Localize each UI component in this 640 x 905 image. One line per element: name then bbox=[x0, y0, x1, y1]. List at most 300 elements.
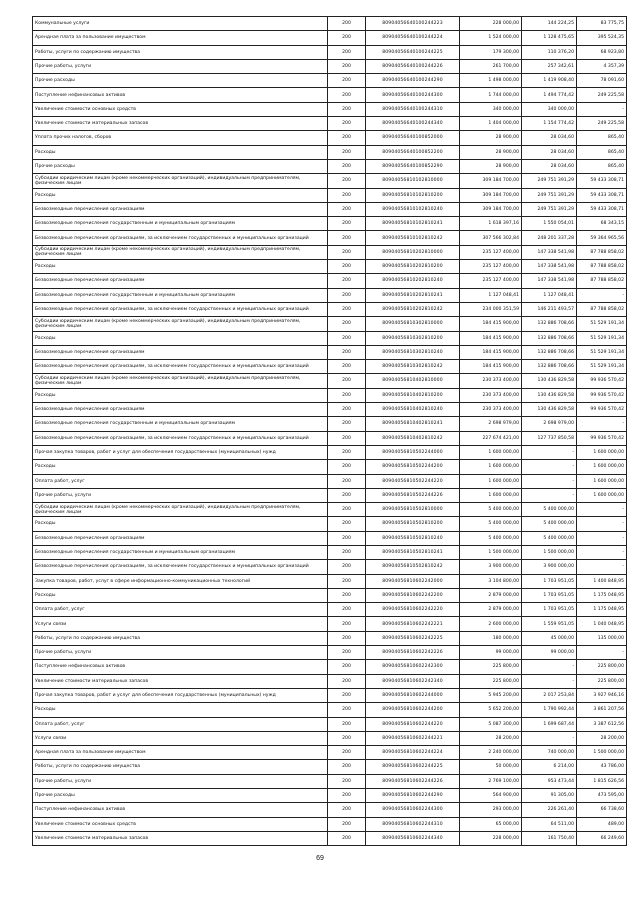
row-name-cell: Прочие работы, услуги bbox=[33, 646, 328, 660]
row-unexecuted-cell: 473 595,00 bbox=[577, 789, 627, 803]
row-unexecuted-cell: 1 600 000,00 bbox=[577, 488, 627, 502]
row-classification-cell: 80904056810302810200 bbox=[366, 331, 460, 345]
row-name-cell: Поступление нефинансовых активов bbox=[33, 660, 328, 674]
row-name-cell: Увеличение стоимости материальных запасов bbox=[33, 674, 328, 688]
row-unexecuted-cell: 83 775,75 bbox=[577, 17, 627, 31]
row-code-cell: 200 bbox=[328, 817, 366, 831]
row-code-cell: 200 bbox=[328, 302, 366, 316]
row-executed-cell: 1 494 774,42 bbox=[522, 88, 577, 102]
table-row bbox=[33, 460, 627, 474]
row-code-cell: 200 bbox=[328, 202, 366, 216]
row-executed-cell: 249 751 391,29 bbox=[522, 188, 577, 202]
row-classification-cell: 80904056640100244290 bbox=[366, 74, 460, 88]
row-name-cell: Увеличение стоимости материальных запасов bbox=[33, 831, 328, 845]
row-code-cell: 200 bbox=[328, 417, 366, 431]
row-unexecuted-cell: 1 600 000,00 bbox=[577, 460, 627, 474]
row-approved-cell: 230 373 400,00 bbox=[460, 388, 522, 402]
row-unexecuted-cell: - bbox=[577, 288, 627, 302]
row-code-cell: 200 bbox=[328, 588, 366, 602]
row-name-cell: Оплата работ, услуг bbox=[33, 603, 328, 617]
row-code-cell: 200 bbox=[328, 703, 366, 717]
row-name-cell: Увеличение стоимости основных средств bbox=[33, 102, 328, 116]
table-row bbox=[33, 760, 627, 774]
row-unexecuted-cell: 865,40 bbox=[577, 131, 627, 145]
row-approved-cell: 340 000,00 bbox=[460, 102, 522, 116]
row-executed-cell: 146 211 493,57 bbox=[522, 302, 577, 316]
row-executed-cell: 1 154 774,42 bbox=[522, 117, 577, 131]
row-code-cell: 200 bbox=[328, 574, 366, 588]
row-executed-cell: - bbox=[522, 488, 577, 502]
row-approved-cell: 1 404 000,00 bbox=[460, 117, 522, 131]
table-row bbox=[33, 545, 627, 559]
row-name-cell: Прочие работы, услуги bbox=[33, 488, 328, 502]
row-unexecuted-cell: 1 040 048,95 bbox=[577, 617, 627, 631]
row-unexecuted-cell: 87 788 858,02 bbox=[577, 302, 627, 316]
row-approved-cell: 261 700,00 bbox=[460, 59, 522, 73]
row-executed-cell: 144 224,25 bbox=[522, 17, 577, 31]
row-unexecuted-cell: 99 936 570,42 bbox=[577, 388, 627, 402]
row-executed-cell: 99 000,00 bbox=[522, 646, 577, 660]
expenditure-table-body bbox=[33, 17, 627, 846]
row-approved-cell: 5 945 200,00 bbox=[460, 688, 522, 702]
row-name-cell: Увеличение стоимости основных средств bbox=[33, 817, 328, 831]
row-name-cell: Коммунальные услуги bbox=[33, 17, 328, 31]
table-row bbox=[33, 588, 627, 602]
row-executed-cell: 28 034,60 bbox=[522, 159, 577, 173]
row-classification-cell: 80904056810602242221 bbox=[366, 617, 460, 631]
table-row bbox=[33, 360, 627, 374]
row-approved-cell: 564 900,00 bbox=[460, 789, 522, 803]
row-classification-cell: 80904056810402810241 bbox=[366, 417, 460, 431]
row-name-cell: Арендная плата за пользование имуществом bbox=[33, 31, 328, 45]
row-approved-cell: 1 127 048,41 bbox=[460, 288, 522, 302]
row-name-cell: Безвозмездные перечисления государственным и муниципальным организациям bbox=[33, 545, 328, 559]
row-approved-cell: 1 600 000,00 bbox=[460, 488, 522, 502]
row-executed-cell: 147 338 541,98 bbox=[522, 260, 577, 274]
row-code-cell: 200 bbox=[328, 131, 366, 145]
table-row bbox=[33, 145, 627, 159]
row-unexecuted-cell: 99 936 570,42 bbox=[577, 403, 627, 417]
row-name-cell: Расходы bbox=[33, 460, 328, 474]
row-unexecuted-cell: 68 923,80 bbox=[577, 45, 627, 59]
row-code-cell: 200 bbox=[328, 117, 366, 131]
row-classification-cell: 80904056810502244220 bbox=[366, 474, 460, 488]
row-executed-cell: 248 201 337,28 bbox=[522, 231, 577, 245]
row-unexecuted-cell: 87 788 858,02 bbox=[577, 245, 627, 259]
table-row bbox=[33, 188, 627, 202]
table-row bbox=[33, 803, 627, 817]
row-classification-cell: 80904056640100852200 bbox=[366, 145, 460, 159]
table-row bbox=[33, 388, 627, 402]
row-unexecuted-cell: - bbox=[577, 545, 627, 559]
table-row bbox=[33, 374, 627, 388]
row-executed-cell: 147 338 541,98 bbox=[522, 245, 577, 259]
row-name-cell: Безвозмездные перечисления организациям bbox=[33, 274, 328, 288]
row-executed-cell: 110 376,20 bbox=[522, 45, 577, 59]
row-executed-cell: 1 128 475,65 bbox=[522, 31, 577, 45]
row-name-cell: Безвозмездные перечисления государственным и муниципальным организациям bbox=[33, 417, 328, 431]
row-classification-cell: 80904056810202810200 bbox=[366, 260, 460, 274]
row-code-cell: 200 bbox=[328, 531, 366, 545]
table-row bbox=[33, 45, 627, 59]
row-classification-cell: 80904056810602244340 bbox=[366, 831, 460, 845]
row-classification-cell: 80904056640100244223 bbox=[366, 17, 460, 31]
table-row bbox=[33, 117, 627, 131]
row-name-cell: Безвозмездные перечисления организациям, за исключением государственных и муниципальных организаций bbox=[33, 431, 328, 445]
row-classification-cell: 80904056810302810240 bbox=[366, 345, 460, 359]
row-approved-cell: 235 127 400,00 bbox=[460, 260, 522, 274]
table-row bbox=[33, 674, 627, 688]
row-unexecuted-cell: 3 387 612,56 bbox=[577, 717, 627, 731]
row-code-cell: 200 bbox=[328, 488, 366, 502]
row-code-cell: 200 bbox=[328, 474, 366, 488]
row-name-cell: Безвозмездные перечисления государственным и муниципальным организациям bbox=[33, 288, 328, 302]
table-row bbox=[33, 660, 627, 674]
row-unexecuted-cell: - bbox=[577, 503, 627, 517]
row-executed-cell: 953 473,44 bbox=[522, 774, 577, 788]
row-unexecuted-cell: 249 225,58 bbox=[577, 88, 627, 102]
row-executed-cell: 249 751 391,29 bbox=[522, 174, 577, 188]
row-code-cell: 200 bbox=[328, 674, 366, 688]
row-classification-cell: 80904056810102810240 bbox=[366, 202, 460, 216]
row-classification-cell: 80904056810502810200 bbox=[366, 517, 460, 531]
row-unexecuted-cell: 1 400 848,95 bbox=[577, 574, 627, 588]
row-name-cell: Расходы bbox=[33, 188, 328, 202]
row-code-cell: 200 bbox=[328, 331, 366, 345]
row-executed-cell: 1 703 951,05 bbox=[522, 588, 577, 602]
row-approved-cell: 2 879 000,00 bbox=[460, 588, 522, 602]
row-executed-cell: 1 559 951,05 bbox=[522, 617, 577, 631]
table-row bbox=[33, 488, 627, 502]
row-unexecuted-cell: 28 200,00 bbox=[577, 731, 627, 745]
row-unexecuted-cell: 59 433 308,71 bbox=[577, 174, 627, 188]
row-name-cell: Расходы bbox=[33, 388, 328, 402]
row-approved-cell: 5 400 000,00 bbox=[460, 503, 522, 517]
table-row bbox=[33, 646, 627, 660]
row-executed-cell: 45 000,00 bbox=[522, 631, 577, 645]
table-row bbox=[33, 345, 627, 359]
table-row bbox=[33, 517, 627, 531]
row-name-cell: Поступление нефинансовых активов bbox=[33, 803, 328, 817]
page-number: 69 bbox=[316, 855, 324, 862]
table-row bbox=[33, 531, 627, 545]
row-classification-cell: 80904056810602244300 bbox=[366, 803, 460, 817]
row-name-cell: Безвозмездные перечисления организациям bbox=[33, 403, 328, 417]
row-code-cell: 200 bbox=[328, 188, 366, 202]
table-row bbox=[33, 731, 627, 745]
row-approved-cell: 235 127 400,00 bbox=[460, 245, 522, 259]
row-approved-cell: 228 000,00 bbox=[460, 831, 522, 845]
row-unexecuted-cell: 78 091,60 bbox=[577, 74, 627, 88]
row-name-cell: Безвозмездные перечисления государственным и муниципальным организациям bbox=[33, 217, 328, 231]
row-approved-cell: 227 674 421,00 bbox=[460, 431, 522, 445]
row-unexecuted-cell: 3 861 207,56 bbox=[577, 703, 627, 717]
row-classification-cell: 80904056810102810242 bbox=[366, 231, 460, 245]
row-code-cell: 200 bbox=[328, 145, 366, 159]
row-classification-cell: 80904056810402810200 bbox=[366, 388, 460, 402]
row-unexecuted-cell: 225 800,00 bbox=[577, 660, 627, 674]
row-name-cell: Расходы bbox=[33, 517, 328, 531]
row-classification-cell: 80904056810602242200 bbox=[366, 588, 460, 602]
row-approved-cell: 225 800,00 bbox=[460, 660, 522, 674]
row-code-cell: 200 bbox=[328, 17, 366, 31]
row-approved-cell: 3 104 800,00 bbox=[460, 574, 522, 588]
row-unexecuted-cell: 1 175 048,95 bbox=[577, 603, 627, 617]
row-code-cell: 200 bbox=[328, 217, 366, 231]
row-name-cell: Субсидии юридическим лицам (кроме некоммерческих организаций), индивидуальным предпринимателям, физическим лицам bbox=[33, 174, 328, 188]
row-unexecuted-cell: 66 249,60 bbox=[577, 831, 627, 845]
row-classification-cell: 80904056810602244221 bbox=[366, 731, 460, 745]
table-row bbox=[33, 260, 627, 274]
row-code-cell: 200 bbox=[328, 460, 366, 474]
row-classification-cell: 80904056810602242226 bbox=[366, 646, 460, 660]
table-row bbox=[33, 317, 627, 331]
table-row bbox=[33, 631, 627, 645]
row-name-cell: Безвозмездные перечисления организациям, за исключением государственных и муниципальных организаций bbox=[33, 560, 328, 574]
row-unexecuted-cell: 59 433 308,71 bbox=[577, 188, 627, 202]
row-executed-cell: - bbox=[522, 474, 577, 488]
row-name-cell: Расходы bbox=[33, 703, 328, 717]
row-code-cell: 200 bbox=[328, 617, 366, 631]
row-approved-cell: 230 373 400,00 bbox=[460, 374, 522, 388]
row-approved-cell: 5 087 300,00 bbox=[460, 717, 522, 731]
row-classification-cell: 80904056810602244200 bbox=[366, 703, 460, 717]
row-name-cell: Расходы bbox=[33, 588, 328, 602]
table-row bbox=[33, 688, 627, 702]
row-name-cell: Работы, услуги по содержанию имущества bbox=[33, 760, 328, 774]
row-executed-cell: 1 790 992,44 bbox=[522, 703, 577, 717]
row-executed-cell: 130 436 829,58 bbox=[522, 403, 577, 417]
row-executed-cell: 1 699 687,44 bbox=[522, 717, 577, 731]
row-approved-cell: 1 600 000,00 bbox=[460, 474, 522, 488]
table-row bbox=[33, 331, 627, 345]
table-row bbox=[33, 789, 627, 803]
row-unexecuted-cell: - bbox=[577, 417, 627, 431]
row-unexecuted-cell: 51 529 191,34 bbox=[577, 331, 627, 345]
table-row bbox=[33, 474, 627, 488]
row-code-cell: 200 bbox=[328, 688, 366, 702]
row-classification-cell: 80904056810202810241 bbox=[366, 288, 460, 302]
table-row bbox=[33, 302, 627, 316]
row-approved-cell: 2 240 000,00 bbox=[460, 746, 522, 760]
row-unexecuted-cell: - bbox=[577, 102, 627, 116]
row-approved-cell: 179 300,00 bbox=[460, 45, 522, 59]
row-classification-cell: 80904056810602244290 bbox=[366, 789, 460, 803]
row-classification-cell: 80904056810402810000 bbox=[366, 374, 460, 388]
row-unexecuted-cell: 99 936 570,42 bbox=[577, 374, 627, 388]
row-name-cell: Субсидии юридическим лицам (кроме некоммерческих организаций), индивидуальным предпринимателям, физическим лицам bbox=[33, 317, 328, 331]
row-approved-cell: 2 698 979,00 bbox=[460, 417, 522, 431]
row-executed-cell: 340 000,00 bbox=[522, 102, 577, 116]
row-code-cell: 200 bbox=[328, 717, 366, 731]
row-code-cell: 200 bbox=[328, 631, 366, 645]
row-code-cell: 200 bbox=[328, 746, 366, 760]
row-name-cell: Закупка товаров, работ, услуг в сфере информационно-коммуникационных технологий bbox=[33, 574, 328, 588]
row-executed-cell: 1 127 048,41 bbox=[522, 288, 577, 302]
row-executed-cell: 257 342,61 bbox=[522, 59, 577, 73]
row-code-cell: 200 bbox=[328, 774, 366, 788]
table-row bbox=[33, 288, 627, 302]
row-unexecuted-cell: 1 600 000,00 bbox=[577, 445, 627, 459]
row-classification-cell: 80904056810202810000 bbox=[366, 245, 460, 259]
table-row bbox=[33, 574, 627, 588]
row-classification-cell: 80904056810602244000 bbox=[366, 688, 460, 702]
row-classification-cell: 80904056640100244310 bbox=[366, 102, 460, 116]
row-executed-cell: - bbox=[522, 460, 577, 474]
row-unexecuted-cell: - bbox=[577, 646, 627, 660]
table-row bbox=[33, 831, 627, 845]
row-code-cell: 200 bbox=[328, 174, 366, 188]
row-unexecuted-cell: 87 788 858,02 bbox=[577, 260, 627, 274]
row-executed-cell: 5 400 000,00 bbox=[522, 503, 577, 517]
row-approved-cell: 5 400 000,00 bbox=[460, 531, 522, 545]
row-classification-cell: 80904056810302810000 bbox=[366, 317, 460, 331]
table-row bbox=[33, 417, 627, 431]
row-executed-cell: 91 305,00 bbox=[522, 789, 577, 803]
row-code-cell: 200 bbox=[328, 803, 366, 817]
row-code-cell: 200 bbox=[328, 345, 366, 359]
row-code-cell: 200 bbox=[328, 503, 366, 517]
row-approved-cell: 230 373 400,00 bbox=[460, 403, 522, 417]
row-code-cell: 200 bbox=[328, 159, 366, 173]
row-executed-cell: 6 214,00 bbox=[522, 760, 577, 774]
row-name-cell: Услуги связи bbox=[33, 731, 328, 745]
row-executed-cell: - bbox=[522, 445, 577, 459]
row-approved-cell: 28 200,00 bbox=[460, 731, 522, 745]
row-classification-cell: 80904056810102810000 bbox=[366, 174, 460, 188]
row-approved-cell: 184 415 900,00 bbox=[460, 317, 522, 331]
row-executed-cell: 740 000,00 bbox=[522, 746, 577, 760]
row-unexecuted-cell: 87 788 858,02 bbox=[577, 274, 627, 288]
row-classification-cell: 80904056810502244226 bbox=[366, 488, 460, 502]
row-name-cell: Арендная плата за пользование имуществом bbox=[33, 746, 328, 760]
table-row bbox=[33, 174, 627, 188]
row-unexecuted-cell: 4 357,39 bbox=[577, 59, 627, 73]
row-name-cell: Безвозмездные перечисления организациям bbox=[33, 345, 328, 359]
row-name-cell: Расходы bbox=[33, 331, 328, 345]
row-code-cell: 200 bbox=[328, 74, 366, 88]
table-row bbox=[33, 202, 627, 216]
row-code-cell: 200 bbox=[328, 360, 366, 374]
row-executed-cell: 5 400 000,00 bbox=[522, 531, 577, 545]
row-classification-cell: 80904056810602244226 bbox=[366, 774, 460, 788]
table-row bbox=[33, 445, 627, 459]
row-unexecuted-cell: 1 500 000,00 bbox=[577, 746, 627, 760]
row-name-cell: Работы, услуги по содержанию имущества bbox=[33, 631, 328, 645]
row-approved-cell: 50 000,00 bbox=[460, 760, 522, 774]
row-approved-cell: 184 415 900,00 bbox=[460, 331, 522, 345]
table-row bbox=[33, 403, 627, 417]
table-row bbox=[33, 17, 627, 31]
row-name-cell: Безвозмездные перечисления организациям bbox=[33, 531, 328, 545]
row-classification-cell: 80904056810502810000 bbox=[366, 503, 460, 517]
row-unexecuted-cell: 1 175 048,95 bbox=[577, 588, 627, 602]
row-name-cell: Увеличение стоимости материальных запасов bbox=[33, 117, 328, 131]
row-code-cell: 200 bbox=[328, 260, 366, 274]
row-code-cell: 200 bbox=[328, 646, 366, 660]
row-approved-cell: 3 900 000,00 bbox=[460, 560, 522, 574]
row-name-cell: Безвозмездные перечисления организациям, за исключением государственных и муниципальных организаций bbox=[33, 302, 328, 316]
row-approved-cell: 28 900,00 bbox=[460, 145, 522, 159]
row-unexecuted-cell: 395 524,35 bbox=[577, 31, 627, 45]
table-row bbox=[33, 31, 627, 45]
row-classification-cell: 80904056810602242300 bbox=[366, 660, 460, 674]
row-classification-cell: 80904056810502244200 bbox=[366, 460, 460, 474]
row-executed-cell: 132 886 708,66 bbox=[522, 360, 577, 374]
row-name-cell: Безвозмездные перечисления организациям, за исключением государственных и муниципальных организаций bbox=[33, 360, 328, 374]
row-unexecuted-cell: - bbox=[577, 531, 627, 545]
row-executed-cell: 132 886 708,66 bbox=[522, 345, 577, 359]
row-code-cell: 200 bbox=[328, 317, 366, 331]
row-code-cell: 200 bbox=[328, 545, 366, 559]
table-row bbox=[33, 617, 627, 631]
table-row bbox=[33, 217, 627, 231]
table-row bbox=[33, 717, 627, 731]
row-name-cell: Прочая закупка товаров, работ и услуг для обеспечения государственных (муниципальных) нужд bbox=[33, 445, 328, 459]
table-row bbox=[33, 102, 627, 116]
table-row bbox=[33, 88, 627, 102]
row-classification-cell: 80904056810502810240 bbox=[366, 531, 460, 545]
row-executed-cell: 1 703 951,05 bbox=[522, 603, 577, 617]
row-name-cell: Прочие расходы bbox=[33, 789, 328, 803]
table-row bbox=[33, 245, 627, 259]
row-classification-cell: 80904056640100244300 bbox=[366, 88, 460, 102]
row-code-cell: 200 bbox=[328, 231, 366, 245]
row-name-cell: Прочие расходы bbox=[33, 159, 328, 173]
row-name-cell: Расходы bbox=[33, 145, 328, 159]
row-unexecuted-cell: 59 364 965,56 bbox=[577, 231, 627, 245]
row-unexecuted-cell: 51 529 191,34 bbox=[577, 345, 627, 359]
row-executed-cell: 132 886 708,66 bbox=[522, 331, 577, 345]
row-code-cell: 200 bbox=[328, 731, 366, 745]
expenditure-table bbox=[32, 16, 627, 846]
row-code-cell: 200 bbox=[328, 760, 366, 774]
row-code-cell: 200 bbox=[328, 45, 366, 59]
row-code-cell: 200 bbox=[328, 388, 366, 402]
row-unexecuted-cell: 865,40 bbox=[577, 145, 627, 159]
row-code-cell: 200 bbox=[328, 831, 366, 845]
row-executed-cell: 28 034,60 bbox=[522, 145, 577, 159]
row-code-cell: 200 bbox=[328, 431, 366, 445]
row-executed-cell: 1 550 054,01 bbox=[522, 217, 577, 231]
row-approved-cell: 1 618 397,16 bbox=[460, 217, 522, 231]
row-code-cell: 200 bbox=[328, 102, 366, 116]
table-row bbox=[33, 774, 627, 788]
row-code-cell: 200 bbox=[328, 274, 366, 288]
row-code-cell: 200 bbox=[328, 374, 366, 388]
row-classification-cell: 80904056810502244000 bbox=[366, 445, 460, 459]
row-approved-cell: 309 184 700,00 bbox=[460, 202, 522, 216]
row-classification-cell: 80904056810102810241 bbox=[366, 217, 460, 231]
row-name-cell: Прочие работы, услуги bbox=[33, 59, 328, 73]
table-row bbox=[33, 431, 627, 445]
row-code-cell: 200 bbox=[328, 245, 366, 259]
row-unexecuted-cell: 225 800,00 bbox=[577, 674, 627, 688]
row-approved-cell: 235 127 400,00 bbox=[460, 274, 522, 288]
row-name-cell: Оплата работ, услуг bbox=[33, 717, 328, 731]
row-code-cell: 200 bbox=[328, 660, 366, 674]
row-unexecuted-cell: 51 529 191,34 bbox=[577, 317, 627, 331]
table-row bbox=[33, 274, 627, 288]
row-code-cell: 200 bbox=[328, 445, 366, 459]
row-code-cell: 200 bbox=[328, 88, 366, 102]
row-executed-cell: 127 737 850,58 bbox=[522, 431, 577, 445]
row-approved-cell: 28 900,00 bbox=[460, 159, 522, 173]
row-name-cell: Оплата работ, услуг bbox=[33, 474, 328, 488]
row-approved-cell: 184 415 900,00 bbox=[460, 360, 522, 374]
row-classification-cell: 80904056640100244340 bbox=[366, 117, 460, 131]
row-unexecuted-cell: 43 786,00 bbox=[577, 760, 627, 774]
